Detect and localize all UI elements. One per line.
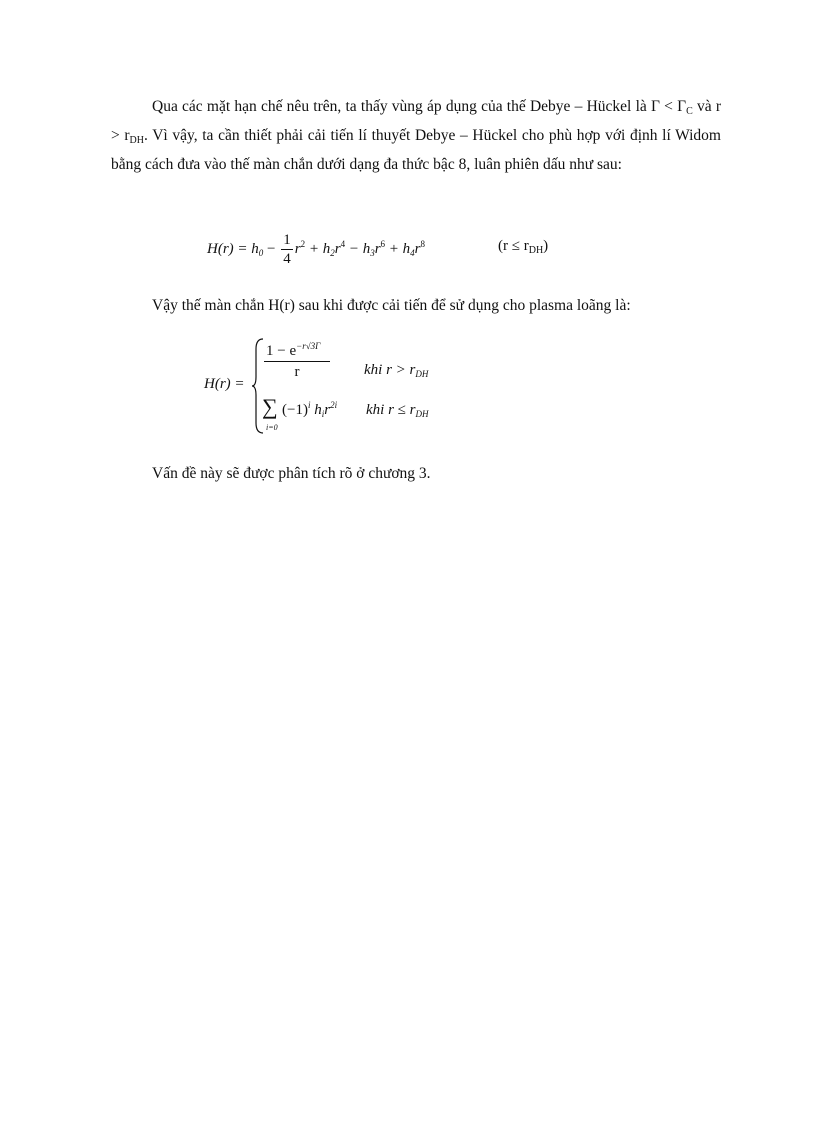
condition-text: (r ≤ r xyxy=(498,238,529,254)
eq-term: r xyxy=(374,241,381,257)
paragraph-screening: Vậy thế màn chắn H(r) sau khi được cải tiến để sử dụng cho plasma loãng là: xyxy=(152,297,631,314)
subscript: 4 xyxy=(410,248,415,258)
eq-term: r xyxy=(414,241,421,257)
condition-text: ) xyxy=(543,238,549,254)
case1-denominator: r xyxy=(264,361,330,382)
fraction-one-quarter xyxy=(281,231,293,268)
case1-condition xyxy=(364,362,428,379)
eq-lhs: H(r) = h xyxy=(207,241,259,257)
condition-subscript: DH xyxy=(528,245,544,256)
fraction-denominator: 4 xyxy=(283,251,291,268)
case1-num-text: 1 − e xyxy=(266,343,297,359)
equation-polynomial xyxy=(207,226,425,272)
eq-term: r xyxy=(294,241,301,257)
summation-lower-limit: i=0 xyxy=(266,423,278,432)
r-dh-subscript: DH xyxy=(129,135,144,146)
case1-exponent: −r√3Γ xyxy=(296,341,321,351)
exponent: 2 xyxy=(300,239,306,249)
case1-fraction xyxy=(262,341,332,382)
paragraph-text: . Vì vậy, ta cần thiết phải cải tiến lí thuyết Debye – Hückel cho phù hợp với định lí Widom bằng cách đưa vào thế màn chắn dưới dạng đa thức bậc 8, luân phiên dấu như sau: xyxy=(111,127,721,173)
fraction-numerator: 1 xyxy=(283,232,291,249)
case1-cond-subscript: DH xyxy=(415,369,429,379)
paragraph-intro xyxy=(111,92,721,179)
equation-condition xyxy=(498,238,548,255)
summation-symbol: ∑ xyxy=(262,394,278,419)
eq-term: − h xyxy=(345,241,371,257)
eq-term: + h xyxy=(305,241,331,257)
case2-term: (−1) xyxy=(282,402,308,418)
case2-condition xyxy=(366,402,428,419)
case2-cond-subscript: DH xyxy=(415,409,429,419)
exponent: 6 xyxy=(380,239,386,249)
exponent: 4 xyxy=(340,239,346,249)
paragraph-text: Qua các mặt hạn chế nêu trên, ta thấy vùng áp dụng của thế Debye – Hückel là Γ < Γ xyxy=(152,98,687,115)
case1-cond-text: khi r > r xyxy=(364,362,416,378)
paragraph-text: và r > r xyxy=(111,98,721,144)
paragraph-conclusion: Vấn đề này sẽ được phân tích rõ ở chương 3. xyxy=(152,465,431,482)
gamma-c-subscript: C xyxy=(686,106,693,117)
eq-term: r xyxy=(334,241,341,257)
case2-term: h xyxy=(310,402,322,418)
case2-exponent: i xyxy=(307,400,311,410)
case2-expression xyxy=(282,402,337,419)
case1-frac xyxy=(264,341,330,382)
h0-subscript: 0 xyxy=(258,248,264,258)
case2-subscript: i xyxy=(321,409,325,419)
case2-cond-text: khi r ≤ r xyxy=(366,402,416,418)
case2-exponent: 2i xyxy=(330,400,338,410)
case1-numerator xyxy=(264,341,330,361)
case2-term: r xyxy=(324,402,331,418)
eq-term: + h xyxy=(385,241,411,257)
subscript: 3 xyxy=(370,248,375,258)
eq-operator: − xyxy=(263,241,280,257)
exponent: 8 xyxy=(420,239,426,249)
piecewise-lhs: H(r) = xyxy=(204,376,245,392)
subscript: 2 xyxy=(330,248,335,258)
